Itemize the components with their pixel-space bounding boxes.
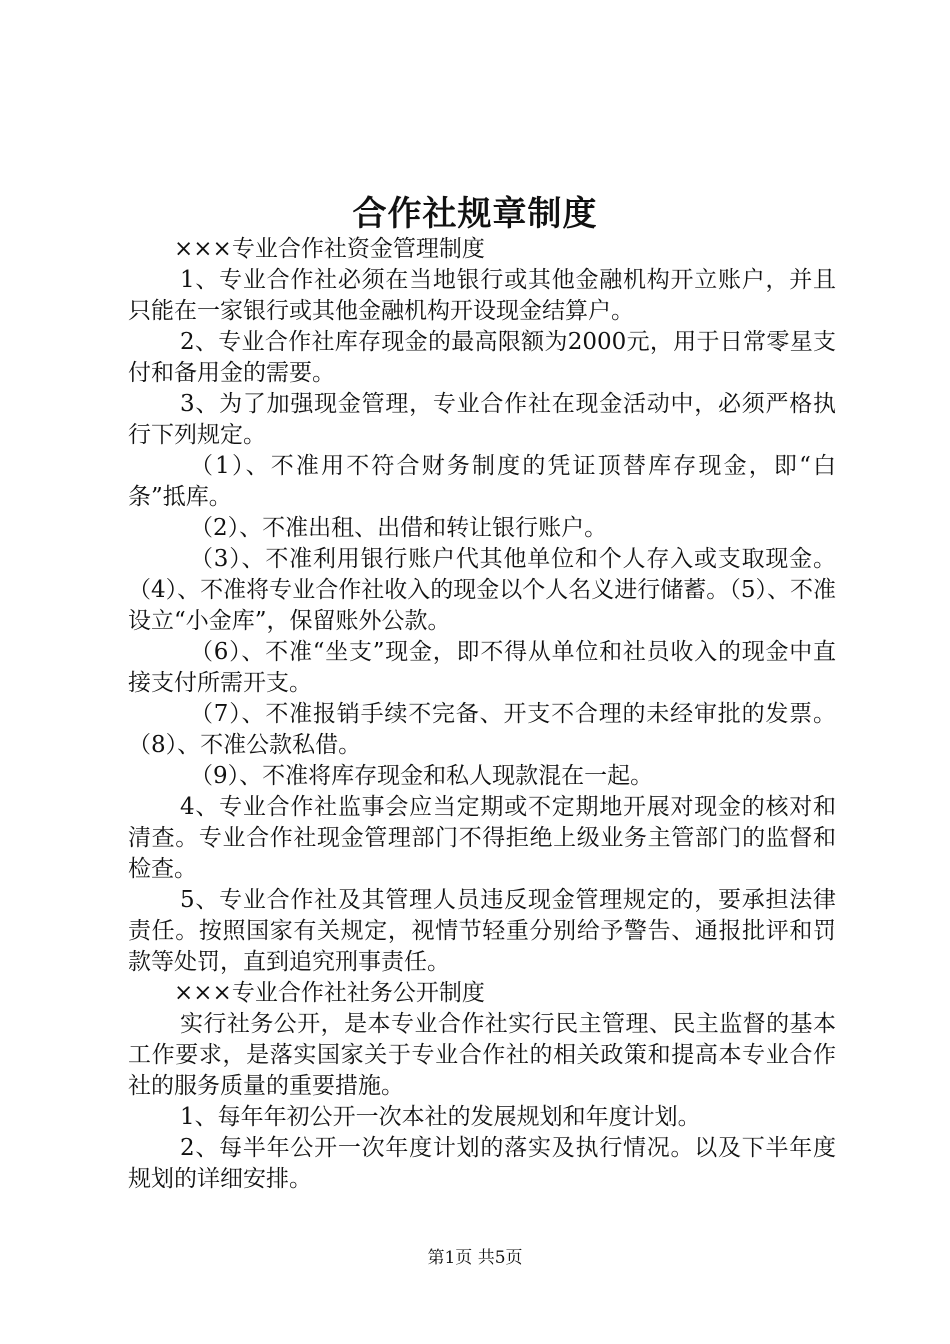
paragraph: ×××专业合作社社务公开制度 [174, 980, 485, 1006]
paragraph: 2、每半年公开一次年度计划的落实及执行情况。以及下半年度规划的详细安排。 [128, 1135, 836, 1192]
document-title: 合作社规章制度 [352, 194, 598, 234]
paragraph: （7）、不准报销手续不完备、开支不合理的未经审批的发票。（8）、不准公款私借。 [128, 701, 836, 758]
paragraph: （3）、不准利用银行账户代其他单位和个人存入或支取现金。（4）、不准将专业合作社收入的现金以个人名义进行储蓄。（5）、不准设立“小金库”，保留账外公款。 [128, 546, 836, 634]
paragraph: （1）、不准用不符合财务制度的凭证顶替库存现金，即“白条”抵库。 [128, 453, 836, 510]
paragraph: （2）、不准出租、出借和转让银行账户。 [190, 515, 608, 541]
page-footer: 第1页 共5页 [427, 1248, 523, 1268]
paragraph: 4、专业合作社监事会应当定期或不定期地开展对现金的核对和清查。专业合作社现金管理部门不得拒绝上级业务主管部门的监督和检查。 [128, 794, 836, 882]
paragraph: 5、专业合作社及其管理人员违反现金管理规定的，要承担法律责任。按照国家有关规定，视情节轻重分别给予警告、通报批评和罚款等处罚，直到追究刑事责任。 [128, 887, 836, 975]
paragraph: ×××专业合作社资金管理制度 [174, 236, 485, 262]
document-body [128, 234, 836, 1195]
paragraph: （6）、不准“坐支”现金，即不得从单位和社员收入的现金中直接支付所需开支。 [128, 639, 836, 696]
paragraph: 1、每年年初公开一次本社的发展规划和年度计划。 [180, 1104, 701, 1130]
paragraph: （9）、不准将库存现金和私人现款混在一起。 [190, 763, 654, 789]
paragraph: 实行社务公开，是本专业合作社实行民主管理、民主监督的基本工作要求，是落实国家关于专业合作社的相关政策和提高本专业合作社的服务质量的重要措施。 [128, 1011, 836, 1099]
paragraph: 1、专业合作社必须在当地银行或其他金融机构开立账户，并且只能在一家银行或其他金融机构开设现金结算户。 [128, 267, 836, 324]
paragraph: 2、专业合作社库存现金的最高限额为2000元，用于日常零星支付和备用金的需要。 [128, 329, 836, 386]
paragraph: 3、为了加强现金管理，专业合作社在现金活动中，必须严格执行下列规定。 [128, 391, 836, 448]
